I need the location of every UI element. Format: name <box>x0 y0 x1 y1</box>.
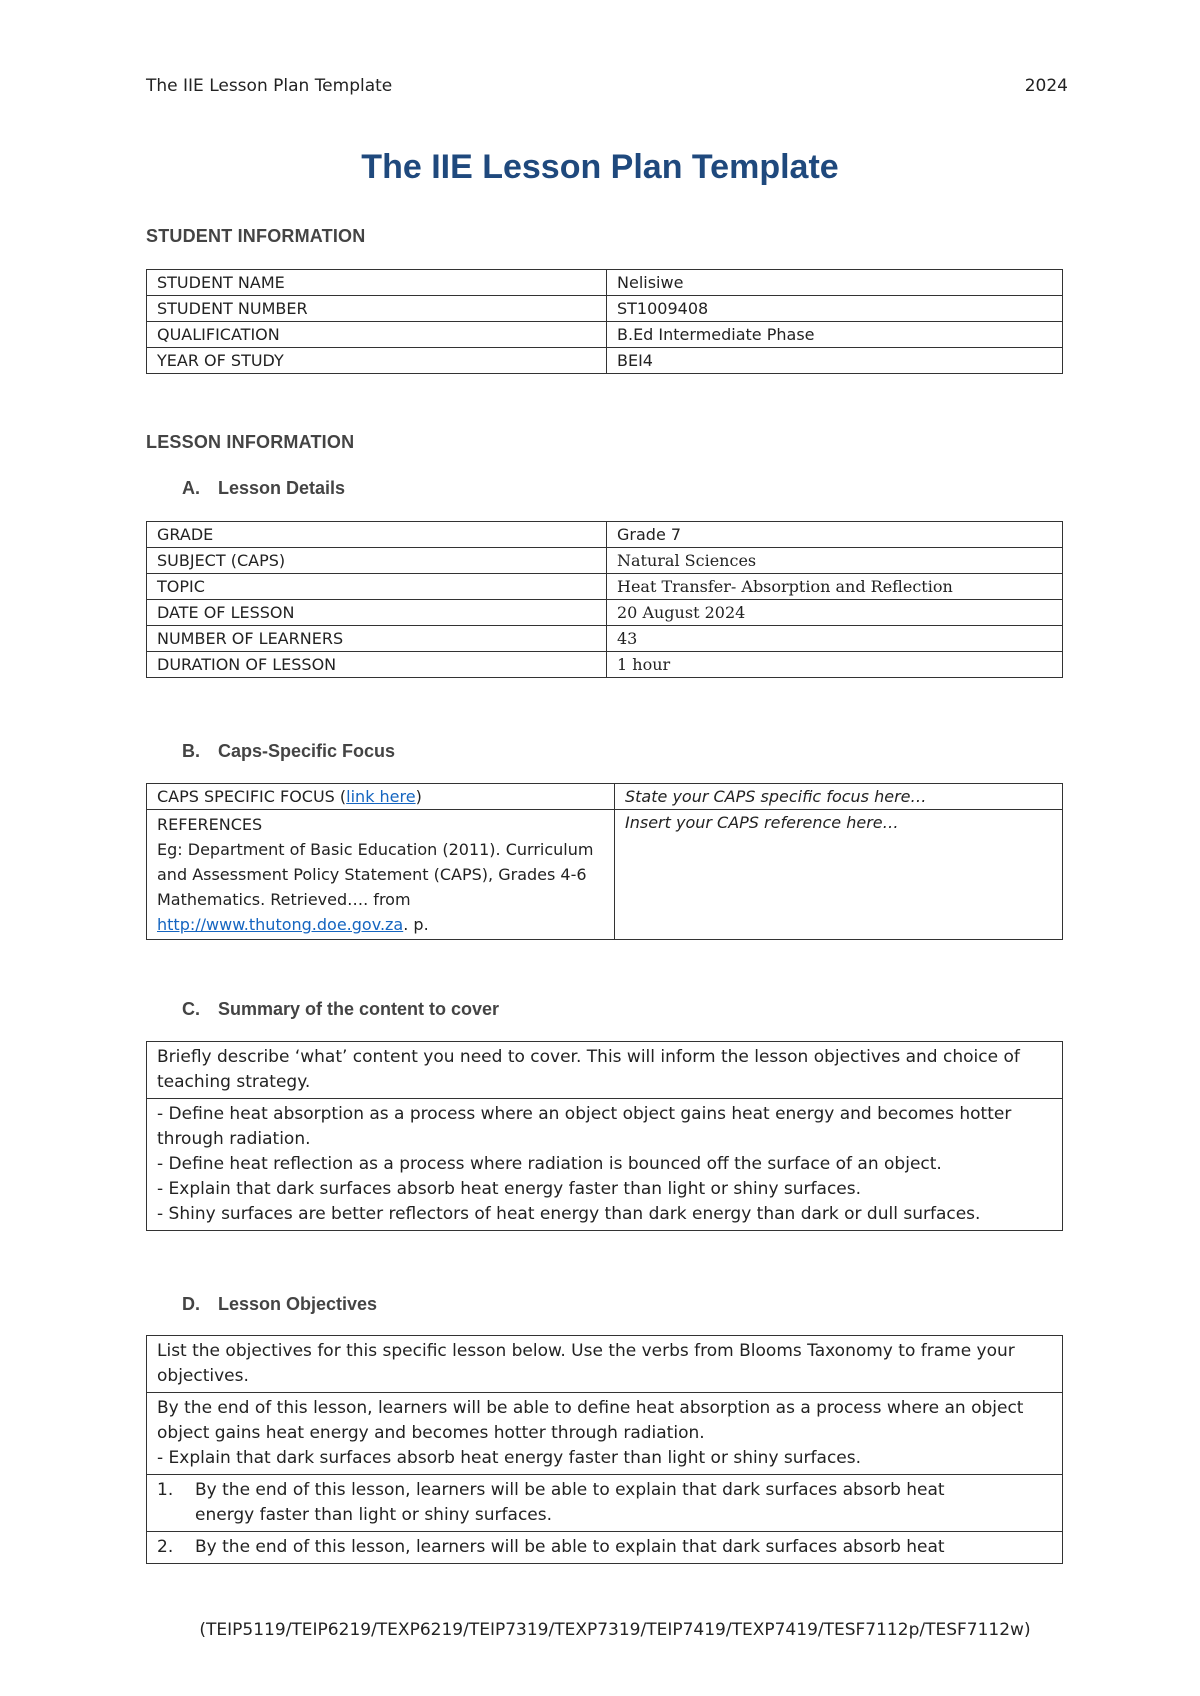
section-letter: A. <box>182 478 200 498</box>
page-footer: (TEIP5119/TEIP6219/TEXP6219/TEIP7319/TEXP7319/TEIP7419/TEXP7419/TESF7112p/TESF7112w) <box>199 1620 1031 1640</box>
objective-text: By the end of this lesson, learners will be able to explain that dark surfaces absorb heat <box>195 1480 945 1500</box>
subject-value[interactable]: Natural Sciences <box>607 548 1063 574</box>
running-header-year: 2024 <box>1024 76 1068 96</box>
section-title: Lesson Objectives <box>218 1294 378 1314</box>
subject-label: SUBJECT (CAPS) <box>147 548 607 574</box>
caps-link[interactable]: link here <box>346 787 416 806</box>
caps-focus-label-end: ) <box>415 787 422 806</box>
objective-number: 1. <box>157 1480 174 1500</box>
table-row <box>147 1475 1063 1532</box>
topic-value[interactable]: Heat Transfer- Absorption and Reflection <box>607 574 1063 600</box>
date-label: DATE OF LESSON <box>147 600 607 626</box>
section-title: Summary of the content to cover <box>218 999 500 1019</box>
section-title: Lesson Details <box>218 478 346 498</box>
objective-item[interactable] <box>147 1475 1063 1532</box>
summary-content[interactable] <box>147 1099 1063 1231</box>
running-header-title: The IIE Lesson Plan Template <box>146 76 393 96</box>
date-value[interactable]: 20 August 2024 <box>607 600 1063 626</box>
table-row <box>147 784 1063 810</box>
thutong-link[interactable]: http://www.thutong.doe.gov.za <box>157 915 404 934</box>
student-name-value[interactable]: Nelisiwe <box>607 270 1063 296</box>
year-of-study-value[interactable]: BEI4 <box>607 348 1063 374</box>
objective-intro-line: By the end of this lesson, learners will be able to define heat absorption as a process where an object object gains heat energy and becomes hotter through radiation. <box>157 1398 1024 1443</box>
table-row <box>147 652 1063 678</box>
lesson-information-heading: LESSON INFORMATION <box>146 432 355 452</box>
topic-label: TOPIC <box>147 574 607 600</box>
summary-table <box>146 1041 1063 1231</box>
table-row <box>147 1099 1063 1231</box>
summary-line: - Explain that dark surfaces absorb heat energy faster than light or shiny surfaces. <box>157 1179 862 1199</box>
year-of-study-label: YEAR OF STUDY <box>147 348 607 374</box>
table-row <box>147 810 1063 940</box>
student-name-label: STUDENT NAME <box>147 270 607 296</box>
lesson-details-table <box>146 521 1063 678</box>
table-row <box>147 348 1063 374</box>
objectives-instruction: List the objectives for this specific lesson below. Use the verbs from Blooms Taxonomy to frame your objectives. <box>147 1336 1063 1393</box>
student-number-value[interactable]: ST1009408 <box>607 296 1063 322</box>
qualification-label: QUALIFICATION <box>147 322 607 348</box>
table-row <box>147 296 1063 322</box>
references-cell <box>147 810 615 940</box>
objective-intro-line: - Explain that dark surfaces absorb heat energy faster than light or shiny surfaces. <box>157 1448 862 1468</box>
table-row <box>147 1393 1063 1475</box>
page-title: The IIE Lesson Plan Template <box>361 148 839 186</box>
student-information-heading: STUDENT INFORMATION <box>146 226 366 246</box>
table-row <box>147 548 1063 574</box>
table-row <box>147 1336 1063 1393</box>
caps-focus-label <box>147 784 615 810</box>
summary-line: - Shiny surfaces are better reflectors of heat energy than dark energy than dark or dull surfaces. <box>157 1204 981 1224</box>
duration-label: DURATION OF LESSON <box>147 652 607 678</box>
summary-instruction: Briefly describe ‘what’ content you need to cover. This will inform the lesson objectives and choice of teaching strategy. <box>147 1042 1063 1099</box>
objectives-intro[interactable] <box>147 1393 1063 1475</box>
summary-line: - Define heat reflection as a process where radiation is bounced off the surface of an object. <box>157 1154 942 1174</box>
table-row <box>147 574 1063 600</box>
caps-focus-value[interactable]: State your CAPS specific focus here… <box>615 784 1063 810</box>
lesson-details-heading <box>182 478 345 499</box>
summary-line: - Define heat absorption as a process where an object object gains heat energy and becomes hotter through radiation. <box>157 1104 1012 1149</box>
table-row <box>147 270 1063 296</box>
table-row <box>147 1532 1063 1564</box>
section-letter: B. <box>182 741 200 761</box>
qualification-value[interactable]: B.Ed Intermediate Phase <box>607 322 1063 348</box>
objective-text-continued: energy faster than light or shiny surfaces. <box>195 1505 553 1525</box>
summary-heading <box>182 999 499 1020</box>
table-row <box>147 522 1063 548</box>
table-row <box>147 600 1063 626</box>
table-row <box>147 322 1063 348</box>
learners-label: NUMBER OF LEARNERS <box>147 626 607 652</box>
duration-value[interactable]: 1 hour <box>607 652 1063 678</box>
grade-label: GRADE <box>147 522 607 548</box>
grade-value[interactable]: Grade 7 <box>607 522 1063 548</box>
objectives-table <box>146 1335 1063 1564</box>
student-number-label: STUDENT NUMBER <box>147 296 607 322</box>
table-row <box>147 626 1063 652</box>
section-letter: C. <box>182 999 200 1019</box>
table-row <box>147 1042 1063 1099</box>
caps-focus-label-text: CAPS SPECIFIC FOCUS ( <box>157 787 347 806</box>
student-information-table <box>146 269 1063 374</box>
objective-item[interactable] <box>147 1532 1063 1564</box>
references-label: REFERENCES <box>157 815 263 834</box>
caps-focus-table <box>146 783 1063 940</box>
section-letter: D. <box>182 1294 200 1314</box>
references-end: . p. <box>403 915 429 934</box>
references-text: Eg: Department of Basic Education (2011). Curriculum and Assessment Policy Statement (CAPS), Grades 4-6 Mathematics. Retrieved…. from <box>157 840 594 909</box>
objectives-heading <box>182 1294 377 1315</box>
caps-focus-heading <box>182 741 395 762</box>
references-value[interactable]: Insert your CAPS reference here… <box>615 810 1063 940</box>
objective-number: 2. <box>157 1537 174 1557</box>
objective-text: By the end of this lesson, learners will be able to explain that dark surfaces absorb heat <box>195 1537 945 1557</box>
section-title: Caps-Specific Focus <box>218 741 396 761</box>
learners-value[interactable]: 43 <box>607 626 1063 652</box>
